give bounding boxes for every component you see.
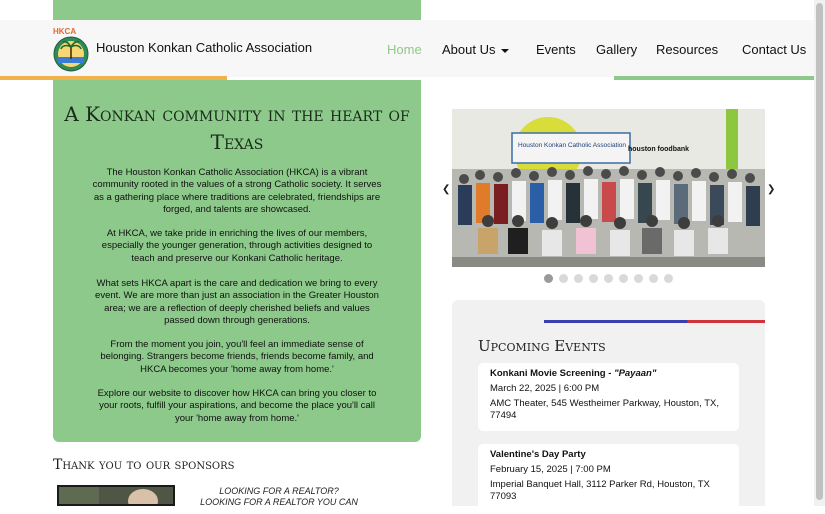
event-card[interactable] <box>478 444 739 514</box>
intro-paragraph: What sets HKCA apart is the care and dedication we bring to every event. We are more than just an association in the Greater Houston area; we are a reflection of deeply cherished beliefs and values passed down through generations. <box>95 278 379 327</box>
hero-top-accent <box>53 0 421 20</box>
intro-title: A Konkan community in the heart of Texas <box>64 102 410 154</box>
event-title-italic: "Payaan" <box>614 368 657 379</box>
sponsor-photo-image <box>59 487 173 504</box>
carousel-slide-photo <box>452 109 765 267</box>
chevron-right-icon[interactable]: ❯ <box>767 184 776 195</box>
intro-paragraph: The Houston Konkan Catholic Association (HKCA) is a vibrant community rooted in the values of a strong Catholic society. It serves as a gathering place where traditions are celebrated, friendships are forged, and talents are showcased. <box>92 167 382 216</box>
navbar-green-accent <box>614 76 814 80</box>
carousel-partner-logo: houston foodbank <box>628 146 690 153</box>
page-scrollbar[interactable] <box>814 0 825 506</box>
intro-paragraph: At HKCA, we take pride in enriching the lives of our members, especially the younger generation, through activities designed to teach and preserve our Konkani Catholic heritage. <box>101 228 373 264</box>
nav-about-us[interactable] <box>442 42 509 57</box>
intro-paragraph: Explore our website to discover how HKCA can bring you closer to your roots, fulfill your aspirations, and become the place you'll call your 'home away from home.' <box>97 388 377 424</box>
caret-down-icon <box>501 49 509 53</box>
event-title-text: Konkani Movie Screening - <box>490 368 615 379</box>
carousel-dot[interactable] <box>589 274 598 283</box>
nav-gallery[interactable]: Gallery <box>596 42 638 57</box>
event-card[interactable] <box>478 363 739 431</box>
events-accent-bar <box>544 320 765 323</box>
carousel-dot[interactable] <box>619 274 628 283</box>
sponsors-heading: Thank you to our sponsors <box>53 457 235 473</box>
events-heading: Upcoming Events <box>478 337 606 355</box>
event-title-text: Valentine's Day Party <box>490 449 586 460</box>
photo-carousel[interactable] <box>452 109 765 267</box>
event-location: Imperial Banquet Hall, 3112 Parker Rd, Houston, TX 77093 <box>490 479 710 502</box>
logo-letters: HKCA <box>53 27 77 36</box>
nav-about-label: About Us <box>442 42 496 57</box>
sponsor-photo[interactable] <box>57 485 175 506</box>
nav-resources[interactable]: Resources <box>656 42 719 57</box>
scrollbar-thumb[interactable] <box>816 3 823 500</box>
hkca-logo[interactable] <box>52 26 90 72</box>
intro-panel <box>53 80 421 442</box>
carousel-banner-text: Houston Konkan Catholic Association <box>518 142 627 149</box>
intro-paragraph: From the moment you join, you'll feel an immediate sense of belonging. Strangers become friends, friends become family, and HKCA becomes your 'home away from home.' <box>100 339 374 375</box>
carousel-dot[interactable] <box>559 274 568 283</box>
carousel-dot[interactable] <box>634 274 643 283</box>
nav-events[interactable]: Events <box>536 42 576 57</box>
sponsor-line: LOOKING FOR A REALTOR YOU CAN <box>200 497 358 507</box>
event-date: February 15, 2025 | 7:00 PM <box>490 464 611 475</box>
brand-name[interactable]: Houston Konkan Catholic Association <box>96 40 313 55</box>
event-date: March 22, 2025 | 6:00 PM <box>490 383 600 394</box>
carousel-dot[interactable] <box>544 274 553 283</box>
carousel-dot[interactable] <box>604 274 613 283</box>
sponsor-line: LOOKING FOR A REALTOR? <box>219 486 339 496</box>
nav-contact-us[interactable]: Contact Us <box>742 42 807 57</box>
carousel-dot[interactable] <box>574 274 583 283</box>
nav-home[interactable]: Home <box>387 42 422 57</box>
event-name <box>490 368 727 380</box>
carousel-dot[interactable] <box>649 274 658 283</box>
event-location: AMC Theater, 545 Westheimer Parkway, Houston, TX, 77494 <box>490 398 719 421</box>
event-name <box>490 449 727 461</box>
sponsor-ad-text[interactable] <box>190 486 368 508</box>
carousel-dot[interactable] <box>664 274 673 283</box>
chevron-left-icon[interactable]: ❮ <box>442 184 451 195</box>
